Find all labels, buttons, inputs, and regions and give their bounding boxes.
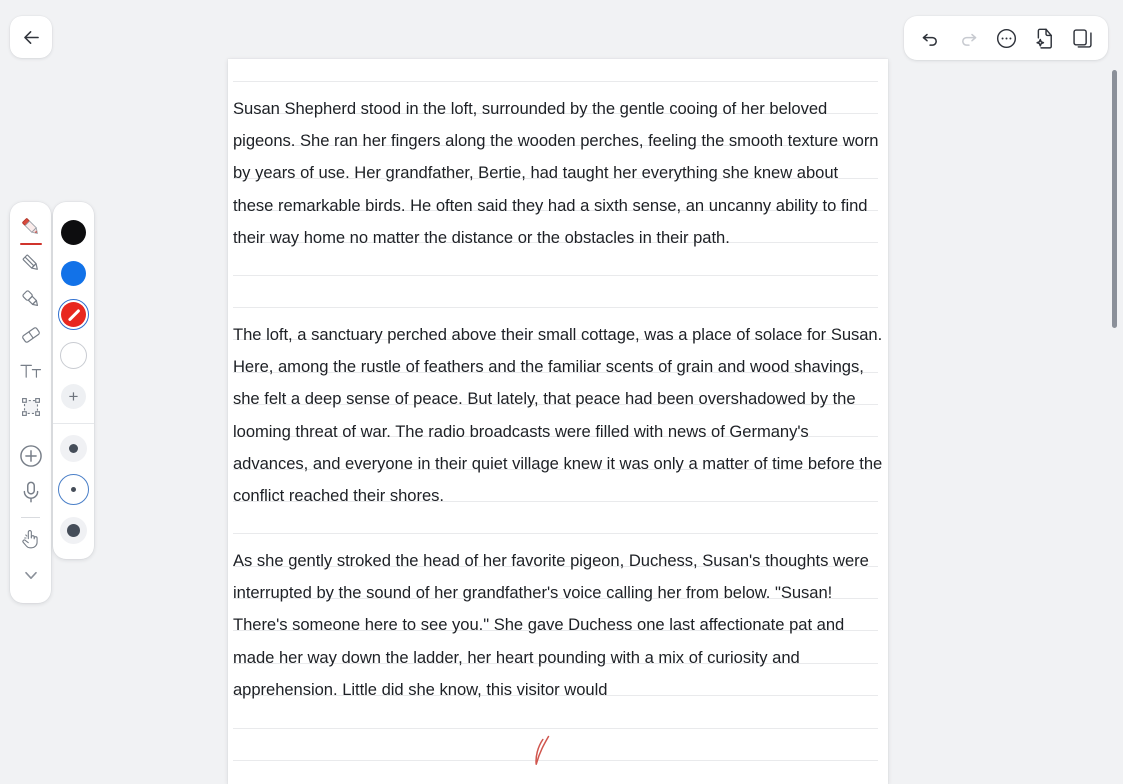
stroke-dot bbox=[67, 524, 80, 537]
rule-line bbox=[233, 728, 878, 729]
top-toolbar bbox=[904, 16, 1108, 60]
stroke-bg bbox=[60, 517, 87, 544]
color-panel bbox=[53, 202, 94, 559]
color-swatch-white[interactable] bbox=[56, 335, 92, 376]
redo-icon bbox=[958, 28, 979, 49]
color-swatch-black[interactable] bbox=[56, 212, 92, 253]
tool-record[interactable] bbox=[13, 476, 49, 512]
stroke-bg bbox=[60, 435, 87, 462]
tool-eraser[interactable] bbox=[13, 319, 49, 355]
undo-button[interactable] bbox=[912, 20, 948, 56]
more-options-button[interactable] bbox=[988, 20, 1024, 56]
stroke-dot bbox=[71, 487, 76, 492]
arrow-left-icon bbox=[21, 27, 42, 48]
stroke-dot bbox=[69, 444, 78, 453]
color-swatch-red[interactable] bbox=[56, 294, 92, 335]
tool-divider bbox=[21, 517, 40, 518]
redo-button[interactable] bbox=[950, 20, 986, 56]
plus-icon: + bbox=[61, 384, 86, 409]
note-page[interactable] bbox=[228, 59, 888, 784]
paragraph-3[interactable]: As she gently stroked the head of her favorite pigeon, Duchess, Susan's thoughts were interrupted by the sound of her grandfather's voice calling her from below. "Susan! There's someone here to see you." She gave Duchess one last affectionate pat and made her way down the ladder, her heart pounding with a mix of curiosity and apprehension. Little did she know, this visitor would bbox=[233, 550, 869, 699]
add-color-button[interactable] bbox=[56, 376, 92, 417]
scrollbar-thumb[interactable] bbox=[1112, 70, 1117, 328]
pen-icon bbox=[17, 213, 45, 246]
rule-line bbox=[233, 275, 878, 276]
stroke-width-thick[interactable] bbox=[56, 510, 92, 551]
text-tool-icon bbox=[17, 357, 45, 390]
tool-panel bbox=[10, 202, 51, 603]
stroke-bg bbox=[60, 476, 87, 503]
duplicate-page-button[interactable] bbox=[1064, 20, 1100, 56]
back-button[interactable] bbox=[10, 16, 52, 58]
ai-page-button[interactable] bbox=[1026, 20, 1062, 56]
plus-circle-icon bbox=[18, 443, 44, 474]
swatch-fill bbox=[61, 261, 86, 286]
rule-line bbox=[233, 81, 878, 82]
tool-highlighter[interactable] bbox=[13, 283, 49, 319]
tool-pen[interactable] bbox=[13, 211, 49, 247]
more-horizontal-circle-icon bbox=[995, 27, 1018, 50]
microphone-icon bbox=[18, 479, 44, 510]
eraser-icon bbox=[17, 321, 45, 354]
color-swatch-blue[interactable] bbox=[56, 253, 92, 294]
tool-pencil[interactable] bbox=[13, 247, 49, 283]
swatch-fill bbox=[60, 342, 87, 369]
scrollbar-track[interactable] bbox=[1112, 62, 1117, 772]
rule-line bbox=[233, 307, 878, 308]
paragraph-2[interactable]: The loft, a sanctuary perched above their small cottage, was a place of solace for Susan. Here, among the rustle of feathers and the familiar scents of grain and wood shavings, she felt a deep sense of peace. But lately, that peace had been overshadowed by the looming threat of war. The radio broadcasts were filled with news of Germany's advances, and everyone in their quiet village knew it was only a matter of time before the conflict reached their shores. bbox=[233, 324, 883, 506]
document-sparkle-icon bbox=[1033, 27, 1056, 50]
swatch-slash-icon bbox=[67, 308, 79, 320]
undo-icon bbox=[920, 28, 941, 49]
tool-hand[interactable] bbox=[13, 523, 49, 559]
tool-text[interactable] bbox=[13, 355, 49, 391]
tool-collapse[interactable] bbox=[13, 559, 49, 595]
stroke-width-thin[interactable] bbox=[56, 469, 92, 510]
stroke-width-medium[interactable] bbox=[56, 428, 92, 469]
swatch-fill bbox=[61, 302, 86, 327]
hand-pointer-icon bbox=[17, 525, 44, 557]
chevron-down-icon bbox=[20, 564, 42, 591]
selection-box-icon bbox=[17, 393, 45, 426]
rule-line bbox=[233, 760, 878, 761]
color-panel-divider bbox=[53, 423, 94, 424]
tool-select[interactable] bbox=[13, 391, 49, 427]
paragraph-1[interactable]: Susan Shepherd stood in the loft, surrounded by the gentle cooing of her beloved pigeons. She ran her fingers along the wooden perches, feeling the smooth texture worn by years of use. Her grandfather, Bertie, had taught her everything she knew about these remarkable birds. He often said they had a sixth sense, an uncanny ability to find their way home no matter the distance or the obstacles in their path. bbox=[233, 98, 879, 247]
rule-line bbox=[233, 533, 878, 534]
copy-pages-icon bbox=[1071, 27, 1094, 50]
pencil-icon bbox=[17, 249, 45, 282]
highlighter-icon bbox=[17, 285, 45, 318]
swatch-fill bbox=[61, 220, 86, 245]
tool-insert[interactable] bbox=[13, 440, 49, 476]
